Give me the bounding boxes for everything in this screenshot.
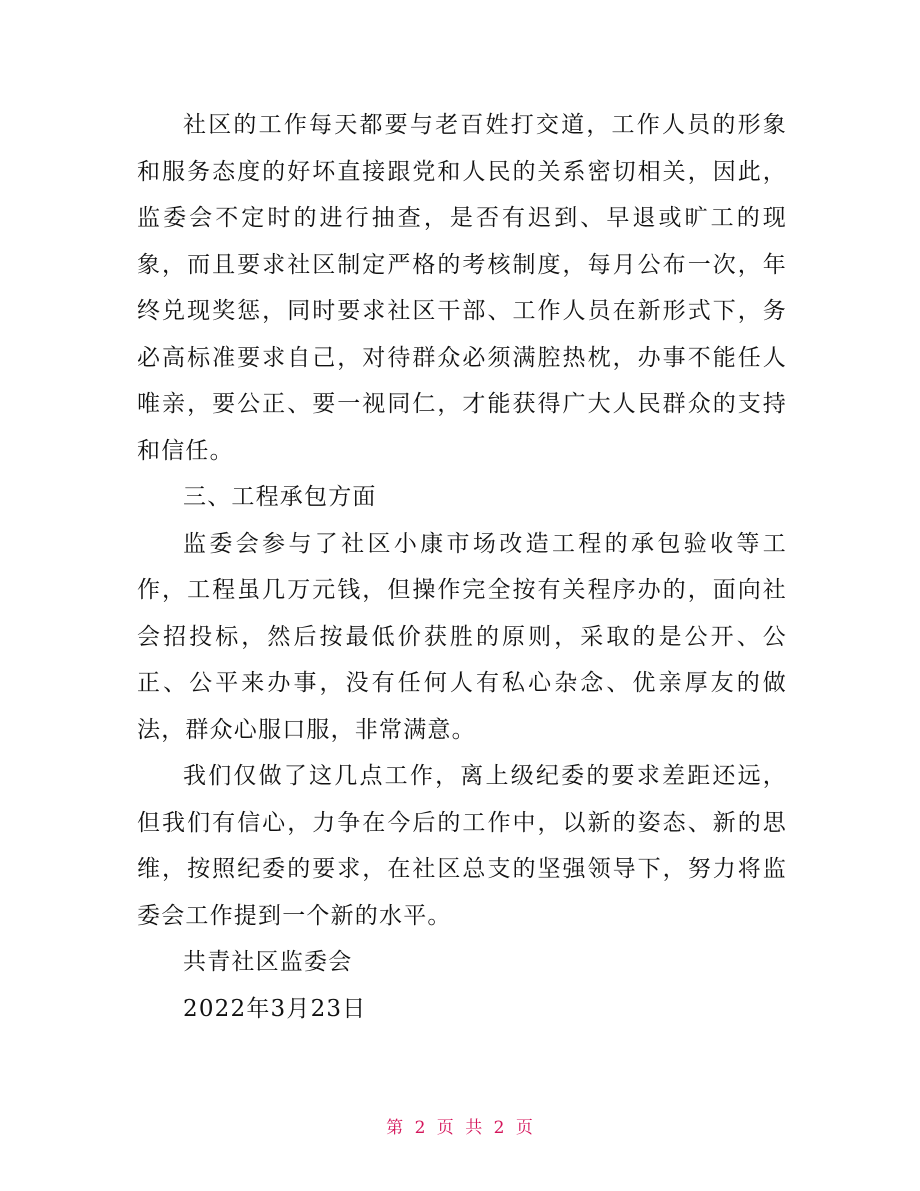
signature-organization: 共青社区监委会: [183, 949, 353, 975]
signature-date: 2022年3月23日: [183, 995, 367, 1022]
page-footer: [0, 1113, 920, 1138]
footer-label-page-unit: 页: [436, 1118, 455, 1138]
footer-total-pages: 2: [493, 1118, 506, 1138]
paragraph-conclusion: 我们仅做了这几点工作，离上级纪委的要求差距还远，但我们有信心，力争在今后的工作中，以新的姿态、新的思维，按照纪委的要求，在社区总支的坚强领导下，努力将监委会工作提到一个新的水平。: [137, 763, 787, 929]
footer-label-page: 第: [386, 1118, 405, 1138]
section-heading-engineering-contract: 三、工程承包方面: [183, 484, 377, 510]
paragraph-engineering-contract: 监委会参与了社区小康市场改造工程的承包验收等工作，工程虽几万元钱，但操作完全按有关程序办的，面向社会招投标，然后按最低价获胜的原则，采取的是公开、公正、公平来办事，没有任何人有私心杂念、优亲厚友的做法，群众心服口服，非常满意。: [137, 530, 787, 743]
footer-current-page: 2: [414, 1118, 427, 1138]
footer-label-total-unit: 页: [515, 1118, 534, 1138]
document-body: [137, 102, 787, 1032]
footer-label-total: 共: [465, 1118, 484, 1138]
paragraph-staff-conduct: 社区的工作每天都要与老百姓打交道，工作人员的形象和服务态度的好坏直接跟党和人民的关系密切相关，因此，监委会不定时的进行抽查，是否有迟到、早退或旷工的现象，而且要求社区制定严格的考核制度，每月公布一次，年终兑现奖惩，同时要求社区干部、工作人员在新形式下，务必高标准要求自己，对待群众必须满腔热枕，办事不能任人唯亲，要公正、要一视同仁，才能获得广大人民群众的支持和信任。: [137, 112, 787, 464]
